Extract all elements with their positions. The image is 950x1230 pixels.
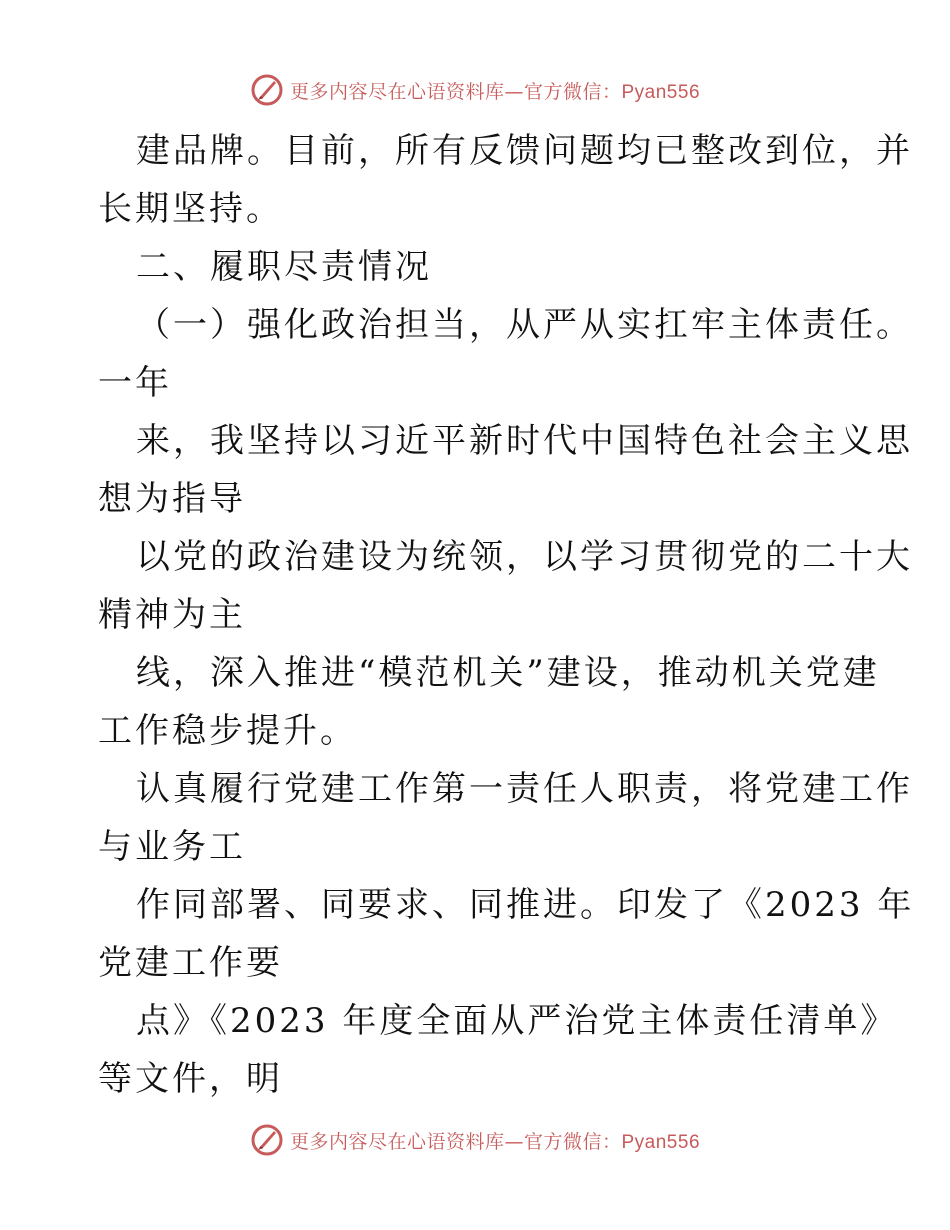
- text-line: 点》《2023 年度全面从严治党主体责任清单》: [136, 1001, 898, 1041]
- text-line: 党建工作要: [98, 943, 283, 983]
- quill-logo-icon: [250, 73, 284, 107]
- text-line: 一年: [98, 363, 172, 403]
- subsection-heading: （一）强化政治担当，从严从实扛牢主体责任。: [136, 305, 913, 345]
- text-line: 来，我坚持以习近平新时代中国特色社会主义思: [136, 421, 913, 461]
- text-line: 精神为主: [98, 595, 246, 635]
- header-watermark-banner: [0, 70, 950, 110]
- text-line: 线，深入推进“模范机关”建设，推动机关党建: [136, 653, 880, 693]
- text-line: 以党的政治建设为统领，以学习贯彻党的二十大: [136, 537, 913, 577]
- text-line: 认真履行党建工作第一责任人职责，将党建工作: [136, 769, 913, 809]
- banner-site-text: 更多内容尽在心语资料库: [289, 80, 505, 103]
- banner-caption: [290, 1127, 700, 1154]
- banner-handle: Pyan556: [621, 1131, 701, 1153]
- text-line: 长期坚持。: [98, 189, 283, 229]
- banner-site-text: 更多内容尽在心语资料库: [289, 1130, 505, 1153]
- banner-separator: —: [504, 1130, 524, 1153]
- quill-logo-icon: [250, 1123, 284, 1157]
- text-line: 等文件，明: [98, 1059, 283, 1099]
- banner-caption: [290, 77, 700, 104]
- text-line: 与业务工: [98, 827, 246, 867]
- body-text: [98, 122, 915, 1108]
- text-line: 建品牌。目前，所有反馈问题均已整改到位，并: [136, 131, 913, 171]
- text-line: 工作稳步提升。: [98, 711, 357, 751]
- section-heading: 二、履职尽责情况: [136, 247, 432, 287]
- text-line: 作同部署、同要求、同推进。印发了《2023 年: [136, 885, 915, 925]
- banner-handle: Pyan556: [621, 81, 701, 103]
- banner-separator: —: [504, 80, 524, 103]
- footer-watermark-banner: [0, 1120, 950, 1160]
- banner-contact-label: 官方微信：: [523, 1130, 622, 1153]
- banner-contact-label: 官方微信：: [523, 80, 622, 103]
- text-line: 想为指导: [98, 479, 246, 519]
